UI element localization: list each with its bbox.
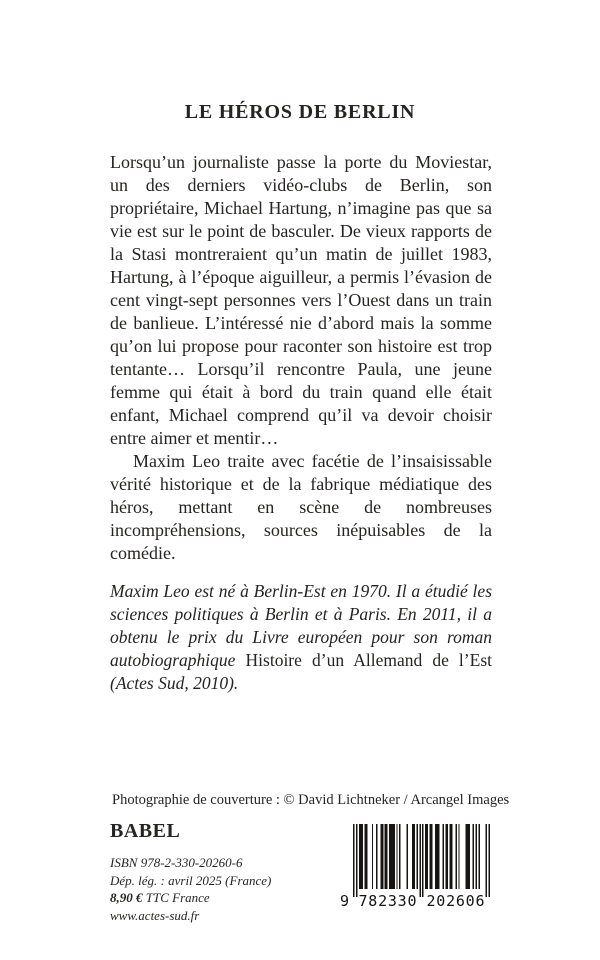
barcode-digits: 782330: [358, 892, 417, 910]
synopsis: [110, 151, 492, 565]
barcode-ean13: [330, 824, 496, 910]
barcode-digits: 9: [339, 892, 349, 910]
imprint-block: [110, 854, 271, 924]
isbn-line: ISBN 978-2-330-20260-6: [110, 855, 243, 870]
author-bio: [110, 580, 492, 695]
book-title: LE HÉROS DE BERLIN: [184, 101, 416, 123]
publisher-website: www.actes-sud.fr: [110, 907, 200, 923]
price-suffix: TTC France: [142, 890, 210, 905]
legal-deposit-line: Dép. lég. : avril 2025 (France): [110, 872, 272, 888]
synopsis-paragraph-2: Maxim Leo traite avec facétie de l’insaisissable vérité historique et de la fabrique médiatique des héros, mettant en scène de nombreuses incompréhensions, sources inépuisables de la comédie.: [110, 451, 492, 563]
photo-credit: Photographie de couverture : © David Lichtneker / Arcangel Images: [112, 792, 510, 808]
price-amount: 8,90 €: [110, 890, 143, 905]
barcode-bars: [330, 824, 496, 910]
bio-segment: Histoire d’un Allemand de l’Est: [245, 650, 492, 670]
bio-segment: (Actes Sud, 2010).: [110, 673, 239, 693]
collection-name: BABEL: [110, 820, 181, 842]
synopsis-paragraph-1: Lorsqu’un journaliste passe la porte du Moviestar, un des derniers vidéo-clubs de Berlin, son propriétaire, Michael Hartung, n’imagine pas que sa vie est sur le point de basculer. De vieux rapports de la Stasi montreraient qu’un matin de juillet 1983, Hartung, à l’époque aiguilleur, a permis l’évasion de cent vingt-sept personnes vers l’Ouest dans un train de banlieue. L’intéressé nie d’abord mais la somme qu’on lui propose pour raconter son histoire est trop tentante… Lorsqu’il rencontre Paula, une jeune femme qui était à bord du train quand elle était enfant, Michael comprend qu’il va devoir choisir entre aimer et mentir…: [110, 152, 492, 448]
bio-segment: Maxim Leo est né à Berlin-Est en 1970. Il a étudié les sciences politiques à Berlin et à Paris. En 2011, il a obtenu le prix du Livre européen pour son roman autobiographique: [110, 581, 492, 670]
barcode-digits: 202606: [426, 892, 485, 910]
price-line: [110, 889, 271, 907]
